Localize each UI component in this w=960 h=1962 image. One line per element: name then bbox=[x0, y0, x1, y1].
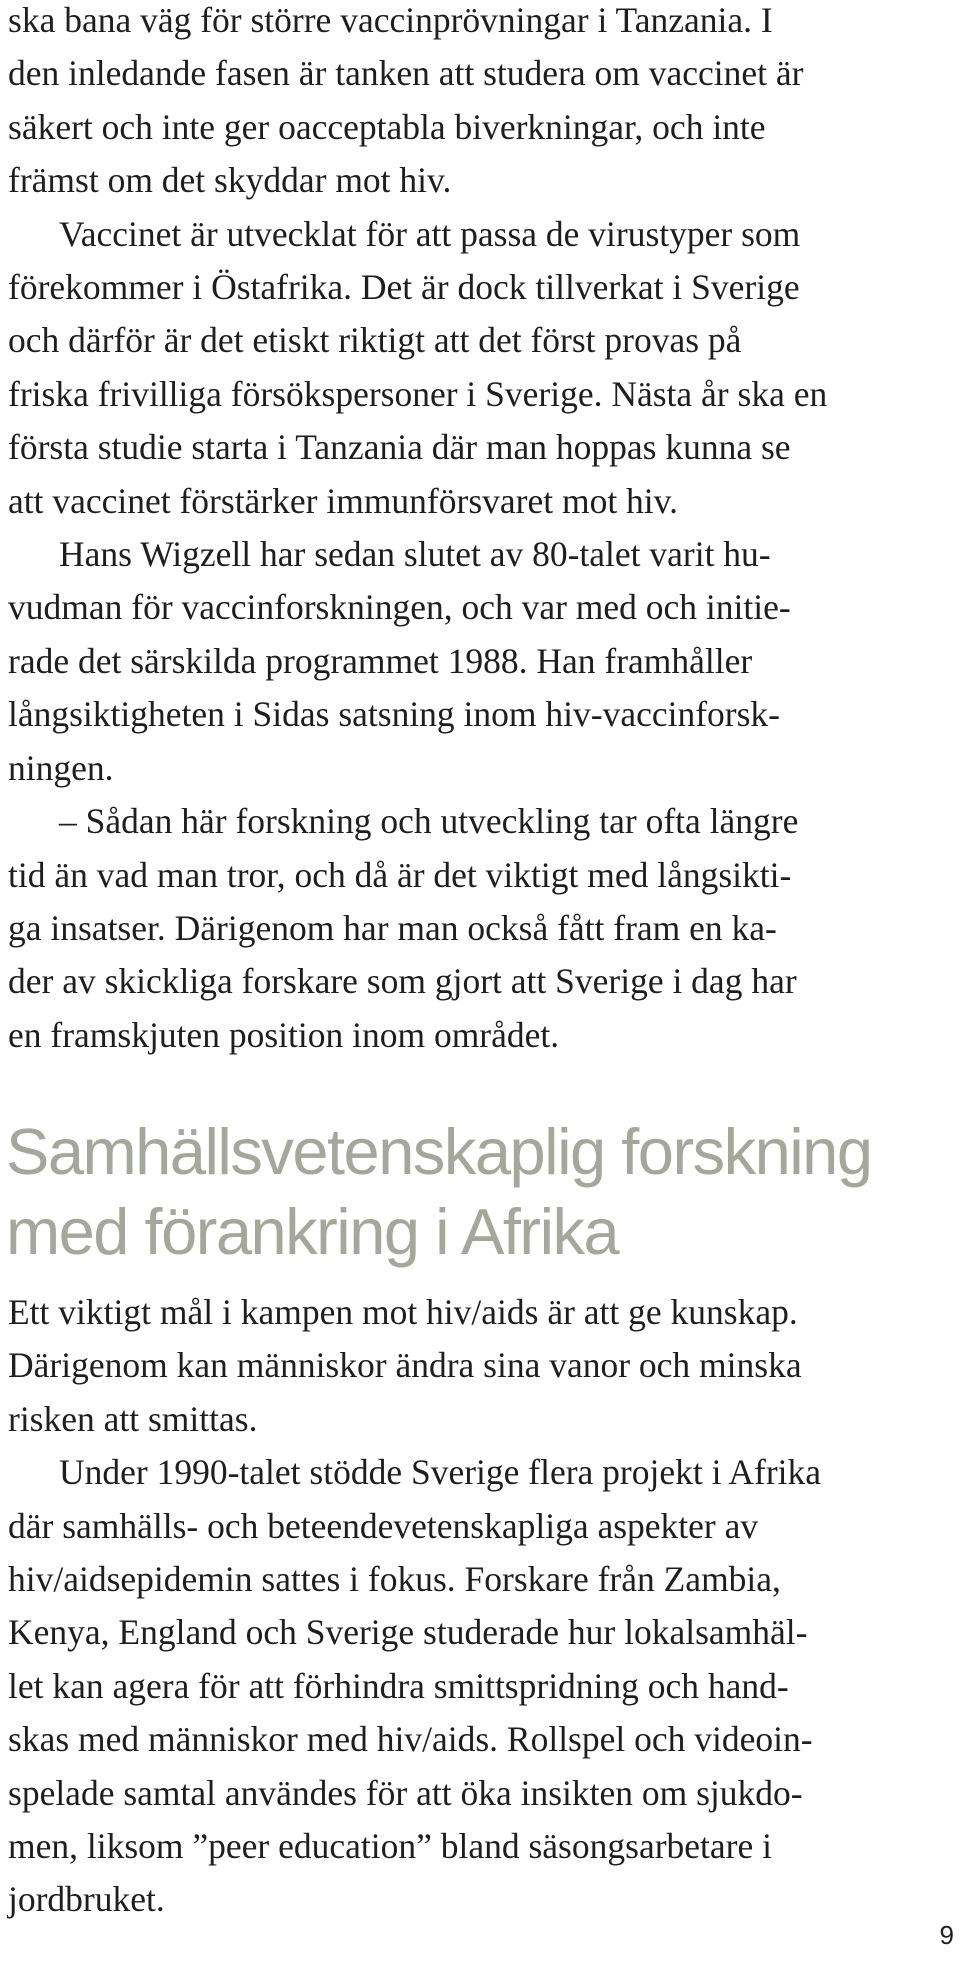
text-line: Vaccinet är utvecklat för att passa de virustyper som bbox=[59, 213, 801, 254]
text-line: friska frivilliga försökspersoner i Sverige. Nästa år ska en bbox=[8, 373, 828, 414]
text-line: jordbruket. bbox=[8, 1879, 165, 1920]
text-line: första studie starta i Tanzania där man hoppas kunna se bbox=[8, 427, 791, 468]
text-line: men, liksom ”peer education” bland säsongsarbetare i bbox=[8, 1826, 772, 1867]
text-line: säkert och inte ger oacceptabla biverkningar, och inte bbox=[8, 106, 766, 147]
article-body-top bbox=[8, 0, 953, 1062]
paragraph-vaccine-east-africa bbox=[8, 208, 953, 528]
text-line: der av skickliga forskare som gjort att Sverige i dag har bbox=[8, 961, 797, 1002]
text-line: let kan agera för att förhindra smittspridning och hand- bbox=[8, 1665, 789, 1706]
section-heading bbox=[6, 1112, 956, 1272]
text-line: och därför är det etiskt riktigt att det först provas på bbox=[8, 320, 742, 361]
text-line: ningen. bbox=[8, 747, 114, 788]
text-line: att vaccinet förstärker immunförsvaret mot hiv. bbox=[8, 480, 678, 521]
text-line: risken att smittas. bbox=[8, 1398, 258, 1439]
text-line: rade det särskilda programmet 1988. Han framhåller bbox=[8, 640, 753, 681]
page-number: 9 bbox=[939, 1920, 954, 1950]
text-line: där samhälls- och beteendevetenskapliga aspekter av bbox=[8, 1505, 759, 1546]
text-line: Hans Wigzell har sedan slutet av 80-talet varit hu- bbox=[59, 534, 771, 575]
paragraph-vaccine-trial-continuation bbox=[8, 0, 953, 208]
text-line: den inledande fasen är tanken att studera om vaccinet är bbox=[8, 53, 804, 94]
paragraph-1990s-projects bbox=[8, 1446, 953, 1927]
text-line: tid än vad man tror, och då är det viktigt med långsikti- bbox=[8, 854, 792, 895]
text-line: främst om det skyddar mot hiv. bbox=[8, 160, 452, 201]
text-line: långsiktigheten i Sidas satsning inom hiv-vaccinforsk- bbox=[8, 694, 781, 735]
paragraph-hans-wigzell bbox=[8, 528, 953, 795]
text-line: Därigenom kan människor ändra sina vanor och minska bbox=[8, 1345, 802, 1386]
paragraph-knowledge-goal bbox=[8, 1286, 953, 1446]
text-line: Kenya, England och Sverige studerade hur lokalsamhäl- bbox=[8, 1612, 808, 1653]
article-body-bottom bbox=[8, 1286, 953, 1927]
text-line: – Sådan här forskning och utveckling tar ofta längre bbox=[59, 801, 799, 842]
text-line: förekommer i Östafrika. Det är dock tillverkat i Sverige bbox=[8, 267, 800, 308]
text-line: Under 1990-talet stödde Sverige flera projekt i Afrika bbox=[59, 1452, 822, 1493]
text-line: ga insatser. Därigenom har man också fått fram en ka- bbox=[8, 907, 777, 948]
text-line: vudman för vaccinforskningen, och var med och initie- bbox=[8, 587, 791, 628]
text-line: Ett viktigt mål i kampen mot hiv/aids är att ge kunskap. bbox=[8, 1292, 798, 1332]
paragraph-quote bbox=[8, 795, 953, 1062]
text-line: hiv/aidsepidemin sattes i fokus. Forskare från Zambia, bbox=[8, 1559, 781, 1600]
text-line: ska bana väg för större vaccinprövningar i Tanzania. I bbox=[8, 0, 773, 40]
section-heading-line: Samhällsvetenskaplig forskning bbox=[6, 1115, 872, 1188]
text-line: skas med människor med hiv/aids. Rollspel och videoin- bbox=[8, 1719, 813, 1760]
section-heading-line: med förankring i Afrika bbox=[6, 1195, 619, 1268]
text-line: spelade samtal användes för att öka insikten om sjukdo- bbox=[8, 1772, 803, 1813]
text-line: en framskjuten position inom området. bbox=[8, 1014, 560, 1055]
